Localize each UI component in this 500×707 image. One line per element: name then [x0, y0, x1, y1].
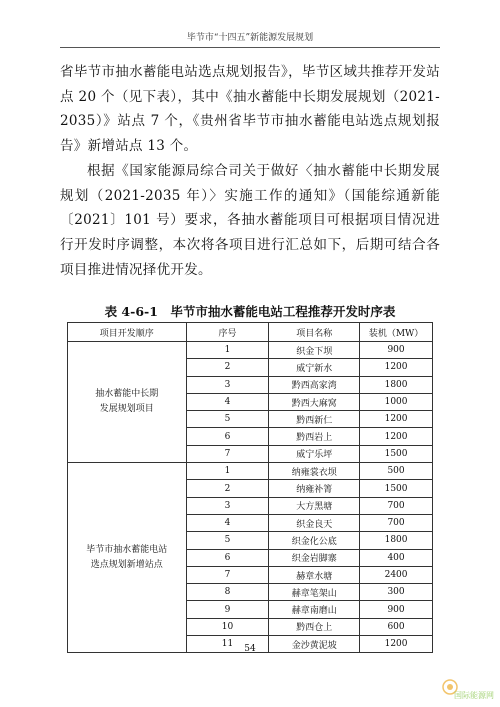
project-name: 金沙黄泥坡	[269, 636, 360, 653]
capacity-mw: 2400	[360, 566, 433, 583]
column-header-number: 序号	[186, 323, 269, 342]
capacity-mw: 1500	[360, 480, 433, 497]
group-label: 毕节市抽水蓄能电站 选点规划新增站点	[68, 463, 187, 653]
header-rule	[60, 47, 440, 48]
project-name: 威宁乐坪	[269, 445, 360, 462]
capacity-mw: 900	[360, 601, 433, 618]
project-name: 纳雍裳衣坝	[269, 463, 360, 480]
row-number: 1	[186, 463, 269, 480]
column-header-order: 项目开发顺序	[68, 323, 187, 342]
project-name: 威宁新水	[269, 359, 360, 376]
running-header: 毕节市“十四五”新能源发展规划	[186, 33, 314, 43]
capacity-mw: 1200	[360, 411, 433, 428]
column-header-capacity: 装机（MW）	[360, 323, 433, 342]
capacity-mw: 700	[360, 514, 433, 531]
capacity-mw: 1200	[360, 359, 433, 376]
capacity-mw: 300	[360, 584, 433, 601]
row-number: 4	[186, 393, 269, 410]
table-header-row	[68, 323, 433, 342]
capacity-mw: 1000	[360, 393, 433, 410]
project-name: 黔西高家湾	[269, 376, 360, 393]
capacity-mw: 1500	[360, 445, 433, 462]
paragraph-2: 根据《国家能源局综合司关于做好〈抽水蓄能中长期发展规划（2021-2035 年）〉实施工作的通知》（国能综通新能〔2021〕101 号）要求，各抽水蓄能项目可根据项目情况进行开发时序调整，本次将各项目进行汇总如下，后期可结合各项目推进情况择优开发。	[60, 162, 440, 278]
capacity-mw: 1200	[360, 636, 433, 653]
project-name: 黔西岩上	[269, 428, 360, 445]
row-number: 3	[186, 497, 269, 514]
row-number: 7	[186, 566, 269, 583]
row-number: 4	[186, 514, 269, 531]
project-name: 赫章南磨山	[269, 601, 360, 618]
column-header-name: 项目名称	[269, 323, 360, 342]
project-name: 黔西仓上	[269, 618, 360, 635]
project-name: 大方黑塘	[269, 497, 360, 514]
project-name: 织金岩脚寨	[269, 549, 360, 566]
capacity-mw: 400	[360, 549, 433, 566]
capacity-mw: 600	[360, 618, 433, 635]
schedule-table	[67, 322, 433, 653]
row-number: 6	[186, 549, 269, 566]
group-label: 抽水蓄能中长期 发展规划项目	[68, 342, 187, 463]
project-name: 织金良天	[269, 514, 360, 531]
capacity-mw: 900	[360, 342, 433, 359]
table-row	[68, 463, 433, 480]
row-number: 9	[186, 601, 269, 618]
paragraph-1: 省毕节市抽水蓄能电站选点规划报告》，毕节区域共推荐开发站点 20 个（见下表），其中《抽水蓄能中长期发展规划（2021-2035）》站点 7 个，《贵州省毕节市抽水蓄能电站选点规划报告》新增站点 13 个。	[60, 64, 440, 155]
project-name: 纳雍补箐	[269, 480, 360, 497]
capacity-mw: 500	[360, 463, 433, 480]
project-name: 黔西大麻窝	[269, 393, 360, 410]
row-number: 2	[186, 359, 269, 376]
table-row	[68, 342, 433, 359]
row-number: 6	[186, 428, 269, 445]
capacity-mw: 1800	[360, 532, 433, 549]
capacity-mw: 1200	[360, 428, 433, 445]
row-number: 5	[186, 411, 269, 428]
table-body	[68, 342, 433, 653]
row-number: 2	[186, 480, 269, 497]
row-number: 7	[186, 445, 269, 462]
watermark-text: 国际能源网	[454, 691, 494, 700]
row-number: 10	[186, 618, 269, 635]
row-number: 8	[186, 584, 269, 601]
project-name: 织金化公底	[269, 532, 360, 549]
capacity-mw: 1800	[360, 376, 433, 393]
project-name: 织金下坝	[269, 342, 360, 359]
table-title: 表 4-6-1 毕节市抽水蓄能电站工程推荐开发时序表	[104, 304, 396, 319]
project-name: 赫章笔架山	[269, 584, 360, 601]
capacity-mw: 700	[360, 497, 433, 514]
page-number: 54	[244, 644, 256, 654]
row-number: 1	[186, 342, 269, 359]
row-number: 3	[186, 376, 269, 393]
row-number: 5	[186, 532, 269, 549]
body-text	[60, 60, 440, 282]
row-number: 11	[186, 636, 269, 653]
project-name: 黔西新仁	[269, 411, 360, 428]
project-name: 赫章水塘	[269, 566, 360, 583]
